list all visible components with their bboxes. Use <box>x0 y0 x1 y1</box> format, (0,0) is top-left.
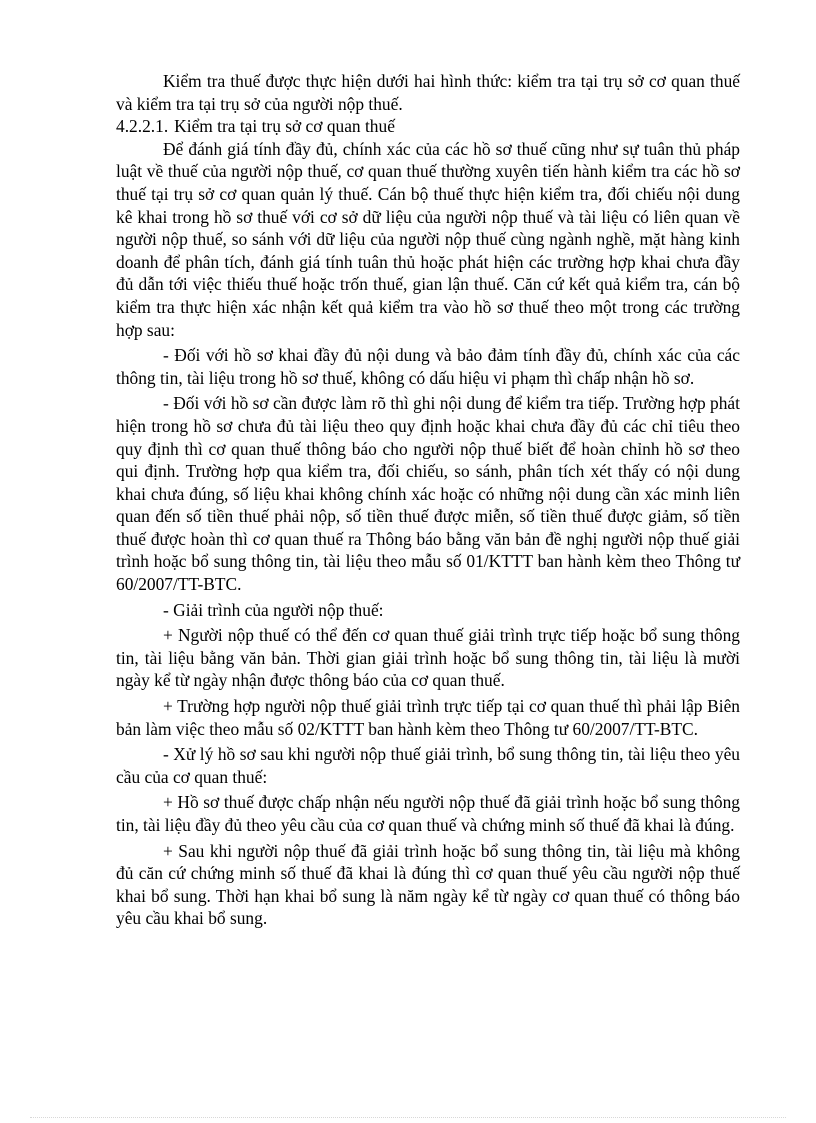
section-title: Kiểm tra tại trụ sở cơ quan thuế <box>174 116 395 137</box>
paragraph-processing-heading: - Xử lý hồ sơ sau khi người nộp thuế giải trình, bổ sung thông tin, tài liệu theo yêu cầu của cơ quan thuế: <box>116 744 740 787</box>
paragraph-processing-accepted: + Hồ sơ thuế được chấp nhận nếu người nộp thuế đã giải trình hoặc bổ sung thông tin, tài liệu đầy đủ theo yêu cầu của cơ quan thuế và chứng minh số thuế đã khai là đúng. <box>116 792 740 835</box>
section-number: 4.2.2.1. <box>116 116 169 137</box>
paragraph-overview: Để đánh giá tính đầy đủ, chính xác của các hồ sơ thuế cũng như sự tuân thủ pháp luật về thuế của người nộp thuế, cơ quan thuế thường xuyên tiến hành kiểm tra các hồ sơ thuế tại trụ sở cơ quan quản lý thuế. Cán bộ thuế thực hiện kiểm tra, đối chiếu nội dung kê khai trong hồ sơ thuế với cơ sở dữ liệu của người nộp thuế và tài liệu có liên quan về người nộp thuế, so sánh với dữ liệu của người nộp thuế cùng ngành nghề, mặt hàng kinh doanh để phân tích, đánh giá tính tuân thủ hoặc phát hiện các trường hợp khai chưa đầy đủ dẫn tới việc thiếu thuế hoặc trốn thuế, gian lận thuế. Căn cứ kết quả kiểm tra, cán bộ kiểm tra thực hiện xác nhận kết quả kiểm tra vào hồ sơ thuế theo một trong các trường hợp sau: <box>116 138 740 340</box>
paragraph-explanation-heading: - Giải trình của người nộp thuế: <box>163 599 384 620</box>
paragraph-explanation-minutes: + Trường hợp người nộp thuế giải trình trực tiếp tại cơ quan thuế thì phải lập Biên bản làm việc theo mẫu số 02/KTTT ban hành kèm theo Thông tư 60/2007/TT-BTC. <box>116 696 740 739</box>
paragraph-processing-supplement: + Sau khi người nộp thuế đã giải trình hoặc bổ sung thông tin, tài liệu mà không đủ căn cứ chứng minh số thuế đã khai là đúng thì cơ quan thuế yêu cầu người nộp thuế khai bổ sung. Thời hạn khai bổ sung là năm ngày kể từ ngày cơ quan thuế có thông báo yêu cầu khai bổ sung. <box>116 840 740 929</box>
document-body <box>116 70 740 930</box>
paragraph-intro: Kiểm tra thuế được thực hiện dưới hai hình thức: kiểm tra tại trụ sở cơ quan thuế và kiểm tra tại trụ sở của người nộp thuế. <box>116 71 740 114</box>
page-bottom-divider <box>30 1117 786 1118</box>
paragraph-clarify-dossier: - Đối với hồ sơ cần được làm rõ thì ghi nội dung để kiểm tra tiếp. Trường hợp phát hiện trong hồ sơ chưa đủ tài liệu theo quy định hoặc khai chưa đầy đủ các chỉ tiêu theo quy định thì cơ quan thuế thông báo cho người nộp thuế biết để hoàn chỉnh hồ sơ theo qui định. Trường hợp qua kiểm tra, đối chiếu, so sánh, phân tích xét thấy có nội dung khai chưa đúng, số liệu khai không chính xác hoặc có những nội dung cần xác minh liên quan đến số tiền thuế phải nộp, số tiền thuế được miễn, số tiền thuế được giảm, số tiền thuế được hoàn thì cơ quan thuế ra Thông báo bằng văn bản đề nghị người nộp thuế giải trình hoặc bổ sung thông tin, tài liệu theo mẫu số 01/KTTT ban hành kèm theo Thông tư 60/2007/TT-BTC. <box>116 393 740 595</box>
paragraph-complete-dossier: - Đối với hồ sơ khai đầy đủ nội dung và bảo đảm tính đầy đủ, chính xác của các thông tin, tài liệu trong hồ sơ thuế, không có dấu hiệu vi phạm thì chấp nhận hồ sơ. <box>116 345 740 388</box>
paragraph-explanation-direct: + Người nộp thuế có thể đến cơ quan thuế giải trình trực tiếp hoặc bổ sung thông tin, tài liệu bằng văn bản. Thời gian giải trình hoặc bổ sung thông tin, tài liệu là mười ngày kể từ ngày nhận được thông báo của cơ quan thuế. <box>116 625 740 691</box>
section-heading <box>116 115 740 138</box>
